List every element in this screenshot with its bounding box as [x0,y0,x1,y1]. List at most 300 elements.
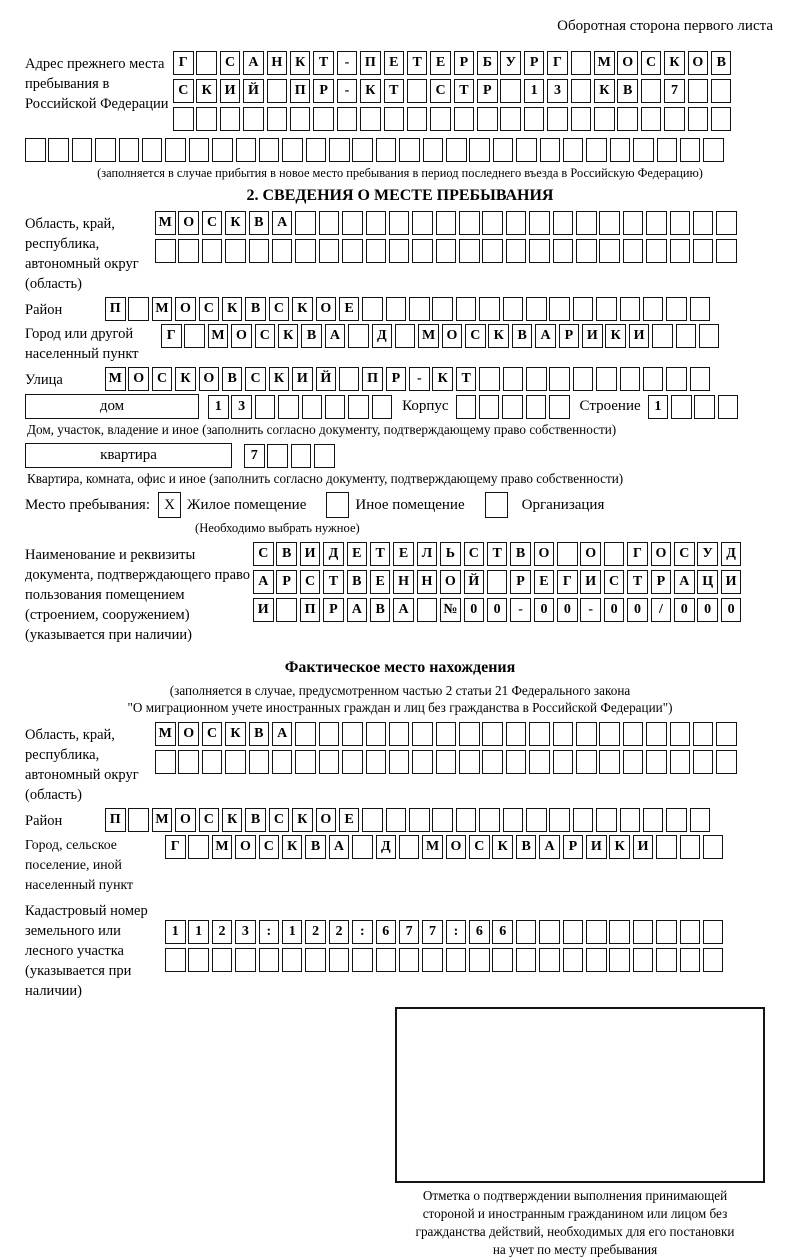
char-cell[interactable] [716,722,737,746]
char-cell[interactable]: С [202,722,223,746]
char-cell[interactable] [302,395,323,419]
char-cell[interactable] [549,395,570,419]
char-cell[interactable] [255,395,276,419]
char-cell[interactable] [549,808,570,832]
char-cell[interactable] [432,297,453,321]
char-cell[interactable] [680,920,701,944]
char-cell[interactable] [563,948,584,972]
char-cell[interactable]: Е [534,570,555,594]
char-cell[interactable] [276,598,297,622]
char-cell[interactable]: С [674,542,695,566]
char-cell[interactable] [596,297,617,321]
char-cell[interactable]: Т [407,51,428,75]
char-cell[interactable]: В [222,367,243,391]
char-grid-row[interactable] [253,598,744,622]
char-cell[interactable]: В [249,211,270,235]
char-cell[interactable] [500,79,521,103]
char-cell[interactable] [479,367,500,391]
char-cell[interactable] [643,297,664,321]
char-cell[interactable] [617,107,638,131]
apartment-number-grid[interactable] [244,444,338,468]
char-cell[interactable]: В [370,598,391,622]
char-cell[interactable] [526,808,547,832]
char-cell[interactable]: К [488,324,509,348]
char-cell[interactable]: Н [417,570,438,594]
char-cell[interactable] [656,920,677,944]
char-cell[interactable]: П [105,297,126,321]
char-cell[interactable] [526,395,547,419]
korpus-grid[interactable] [456,395,573,419]
char-cell[interactable] [703,920,724,944]
char-cell[interactable] [539,948,560,972]
char-cell[interactable] [295,239,316,263]
char-cell[interactable]: У [697,542,718,566]
char-cell[interactable]: П [362,367,383,391]
char-cell[interactable]: О [316,808,337,832]
char-cell[interactable]: С [604,570,625,594]
char-cell[interactable] [423,138,444,162]
char-cell[interactable] [620,367,641,391]
char-cell[interactable]: Г [165,835,186,859]
char-cell[interactable] [703,948,724,972]
char-cell[interactable]: К [282,835,303,859]
char-cell[interactable] [386,808,407,832]
char-cell[interactable] [306,138,327,162]
char-cell[interactable] [389,239,410,263]
char-cell[interactable]: С [255,324,276,348]
char-cell[interactable]: Р [276,570,297,594]
char-cell[interactable]: П [105,808,126,832]
char-cell[interactable]: Т [370,542,391,566]
char-cell[interactable] [699,324,720,348]
char-cell[interactable] [409,297,430,321]
char-cell[interactable] [694,395,715,419]
char-cell[interactable] [599,722,620,746]
char-cell[interactable]: М [422,835,443,859]
char-cell[interactable]: С [152,367,173,391]
char-cell[interactable] [576,722,597,746]
char-cell[interactable]: 0 [487,598,508,622]
char-cell[interactable]: Т [456,367,477,391]
char-cell[interactable] [360,107,381,131]
char-cell[interactable]: Й [243,79,264,103]
char-cell[interactable] [571,79,592,103]
char-cell[interactable] [604,542,625,566]
char-cell[interactable]: А [272,211,293,235]
char-grid-row[interactable] [105,808,713,832]
char-cell[interactable]: А [272,722,293,746]
char-cell[interactable] [417,598,438,622]
char-cell[interactable] [188,835,209,859]
char-cell[interactable]: С [199,808,220,832]
char-cell[interactable]: М [152,297,173,321]
char-cell[interactable] [291,444,312,468]
char-cell[interactable] [319,750,340,774]
char-cell[interactable]: К [269,367,290,391]
char-cell[interactable]: С [245,367,266,391]
char-grid-row[interactable] [253,570,744,594]
char-cell[interactable]: В [510,542,531,566]
char-cell[interactable]: Р [524,51,545,75]
char-cell[interactable]: 0 [604,598,625,622]
char-cell[interactable]: : [259,920,280,944]
char-grid-row[interactable] [173,79,734,103]
char-cell[interactable]: О [442,324,463,348]
char-cell[interactable]: И [582,324,603,348]
char-cell[interactable] [479,395,500,419]
char-cell[interactable] [670,211,691,235]
char-cell[interactable]: С [269,808,290,832]
char-cell[interactable] [329,948,350,972]
char-cell[interactable]: С [300,570,321,594]
char-cell[interactable] [487,570,508,594]
char-cell[interactable]: М [152,808,173,832]
char-cell[interactable] [178,239,199,263]
char-cell[interactable]: С [430,79,451,103]
checkbox-residential[interactable]: X [158,492,181,518]
char-grid-row[interactable] [155,722,740,746]
char-cell[interactable] [609,948,630,972]
char-cell[interactable]: Й [316,367,337,391]
char-cell[interactable] [329,138,350,162]
char-cell[interactable] [599,211,620,235]
char-cell[interactable] [596,367,617,391]
char-cell[interactable]: М [155,211,176,235]
char-cell[interactable] [646,722,667,746]
char-grid-row[interactable] [165,948,726,972]
char-cell[interactable] [620,297,641,321]
char-cell[interactable] [456,297,477,321]
char-cell[interactable] [479,808,500,832]
char-cell[interactable] [249,750,270,774]
char-cell[interactable]: 1 [524,79,545,103]
char-cell[interactable]: А [393,598,414,622]
char-cell[interactable] [516,948,537,972]
char-cell[interactable]: И [220,79,241,103]
char-grid-row[interactable] [173,51,734,75]
char-cell[interactable] [516,138,537,162]
char-cell[interactable] [305,948,326,972]
char-cell[interactable] [553,722,574,746]
char-cell[interactable]: 1 [208,395,229,419]
char-cell[interactable]: 0 [721,598,742,622]
char-cell[interactable] [337,107,358,131]
char-cell[interactable] [407,107,428,131]
char-cell[interactable] [225,239,246,263]
char-cell[interactable]: М [208,324,229,348]
char-cell[interactable] [539,920,560,944]
char-cell[interactable]: Д [372,324,393,348]
char-cell[interactable] [469,948,490,972]
char-cell[interactable] [189,138,210,162]
char-cell[interactable] [633,920,654,944]
char-cell[interactable] [690,367,711,391]
char-cell[interactable] [703,138,724,162]
char-cell[interactable] [633,948,654,972]
char-cell[interactable]: Р [313,79,334,103]
char-cell[interactable] [623,211,644,235]
char-cell[interactable] [295,211,316,235]
char-cell[interactable] [459,211,480,235]
char-cell[interactable] [529,722,550,746]
char-cell[interactable] [656,835,677,859]
char-cell[interactable]: О [175,297,196,321]
char-cell[interactable] [516,920,537,944]
char-cell[interactable] [482,239,503,263]
char-cell[interactable]: У [500,51,521,75]
char-cell[interactable] [352,835,373,859]
char-cell[interactable]: Р [559,324,580,348]
char-cell[interactable]: Е [347,542,368,566]
char-cell[interactable]: - [337,79,358,103]
char-cell[interactable]: Р [510,570,531,594]
char-cell[interactable] [348,324,369,348]
char-cell[interactable] [586,948,607,972]
char-cell[interactable] [272,239,293,263]
char-cell[interactable] [703,835,724,859]
char-cell[interactable]: 0 [627,598,648,622]
char-cell[interactable]: 1 [165,920,186,944]
char-cell[interactable]: О [175,808,196,832]
char-cell[interactable] [711,79,732,103]
char-cell[interactable] [573,808,594,832]
char-cell[interactable] [128,808,149,832]
char-cell[interactable]: К [225,722,246,746]
char-cell[interactable]: 6 [469,920,490,944]
char-cell[interactable]: К [360,79,381,103]
char-cell[interactable] [586,138,607,162]
char-cell[interactable] [529,750,550,774]
char-cell[interactable]: С [259,835,280,859]
char-cell[interactable] [643,808,664,832]
char-cell[interactable] [119,138,140,162]
char-cell[interactable] [549,297,570,321]
char-cell[interactable]: С [269,297,290,321]
char-cell[interactable] [342,211,363,235]
char-cell[interactable]: - [510,598,531,622]
char-cell[interactable]: 1 [282,920,303,944]
char-cell[interactable] [422,948,443,972]
char-cell[interactable] [399,835,420,859]
char-cell[interactable] [493,138,514,162]
char-cell[interactable]: 2 [212,920,233,944]
char-cell[interactable] [641,107,662,131]
char-cell[interactable] [259,948,280,972]
char-cell[interactable]: С [173,79,194,103]
char-cell[interactable]: 1 [188,920,209,944]
char-cell[interactable]: Ь [440,542,461,566]
char-cell[interactable] [506,211,527,235]
char-cell[interactable]: А [535,324,556,348]
char-cell[interactable] [267,107,288,131]
apartment-type-box[interactable]: квартира [25,443,232,468]
char-cell[interactable]: 6 [492,920,513,944]
char-cell[interactable] [506,722,527,746]
char-cell[interactable] [372,395,393,419]
char-cell[interactable] [576,750,597,774]
char-cell[interactable]: О [316,297,337,321]
char-cell[interactable] [492,948,513,972]
char-cell[interactable] [623,722,644,746]
char-cell[interactable]: - [409,367,430,391]
char-cell[interactable] [155,750,176,774]
char-cell[interactable] [680,138,701,162]
char-cell[interactable]: М [155,722,176,746]
char-cell[interactable] [386,297,407,321]
char-cell[interactable] [680,948,701,972]
char-cell[interactable] [482,211,503,235]
char-cell[interactable] [459,722,480,746]
char-cell[interactable] [212,138,233,162]
char-cell[interactable]: В [276,542,297,566]
char-cell[interactable]: С [199,297,220,321]
char-cell[interactable] [267,444,288,468]
char-cell[interactable] [716,211,737,235]
char-cell[interactable] [384,107,405,131]
char-cell[interactable]: : [352,920,373,944]
char-cell[interactable]: А [253,570,274,594]
char-cell[interactable] [95,138,116,162]
char-cell[interactable] [352,948,373,972]
char-cell[interactable] [212,948,233,972]
char-cell[interactable] [670,722,691,746]
char-cell[interactable] [690,297,711,321]
char-cell[interactable]: И [629,324,650,348]
char-cell[interactable] [272,750,293,774]
char-cell[interactable]: А [325,324,346,348]
char-cell[interactable]: И [586,835,607,859]
char-cell[interactable]: О [235,835,256,859]
char-grid-row[interactable] [155,211,740,235]
char-cell[interactable] [599,239,620,263]
char-cell[interactable]: Н [267,51,288,75]
char-cell[interactable]: Д [721,542,742,566]
stamp-box[interactable] [395,1007,765,1183]
char-cell[interactable] [128,297,149,321]
char-cell[interactable] [236,138,257,162]
char-cell[interactable] [671,395,692,419]
char-cell[interactable]: П [290,79,311,103]
char-cell[interactable] [576,239,597,263]
char-cell[interactable] [295,722,316,746]
char-cell[interactable]: В [347,570,368,594]
char-cell[interactable] [342,722,363,746]
char-cell[interactable] [267,79,288,103]
char-cell[interactable]: С [253,542,274,566]
char-cell[interactable] [623,750,644,774]
char-cell[interactable] [688,79,709,103]
char-cell[interactable]: О [199,367,220,391]
char-cell[interactable]: И [721,570,742,594]
char-cell[interactable]: О [128,367,149,391]
char-cell[interactable]: Т [313,51,334,75]
char-cell[interactable] [142,138,163,162]
char-cell[interactable] [573,297,594,321]
char-cell[interactable]: Е [430,51,451,75]
char-cell[interactable]: К [594,79,615,103]
char-cell[interactable]: В [617,79,638,103]
char-cell[interactable] [664,107,685,131]
char-cell[interactable]: И [633,835,654,859]
char-cell[interactable] [409,808,430,832]
char-cell[interactable] [596,808,617,832]
char-cell[interactable] [436,211,457,235]
char-cell[interactable]: М [418,324,439,348]
char-cell[interactable] [430,107,451,131]
char-cell[interactable]: Г [161,324,182,348]
char-cell[interactable]: В [305,835,326,859]
char-cell[interactable]: К [278,324,299,348]
char-grid-row[interactable] [165,835,726,859]
char-cell[interactable] [620,808,641,832]
char-cell[interactable] [319,211,340,235]
char-cell[interactable] [352,138,373,162]
char-cell[interactable] [339,367,360,391]
char-cell[interactable]: К [290,51,311,75]
char-cell[interactable] [366,239,387,263]
char-cell[interactable] [652,324,673,348]
char-cell[interactable]: 0 [674,598,695,622]
char-cell[interactable]: К [196,79,217,103]
char-cell[interactable]: С [465,324,486,348]
char-cell[interactable] [366,750,387,774]
char-cell[interactable] [202,750,223,774]
char-cell[interactable] [693,750,714,774]
char-cell[interactable]: Д [323,542,344,566]
char-cell[interactable]: 0 [697,598,718,622]
char-cell[interactable] [670,239,691,263]
char-cell[interactable] [557,542,578,566]
char-cell[interactable] [342,750,363,774]
char-cell[interactable]: 0 [534,598,555,622]
char-cell[interactable]: Р [323,598,344,622]
char-cell[interactable] [503,297,524,321]
char-cell[interactable] [586,920,607,944]
char-cell[interactable]: 2 [329,920,350,944]
char-cell[interactable]: Т [487,542,508,566]
char-cell[interactable] [657,138,678,162]
char-cell[interactable]: С [220,51,241,75]
char-cell[interactable]: Г [627,542,648,566]
char-cell[interactable] [526,367,547,391]
char-cell[interactable] [469,138,490,162]
char-cell[interactable] [716,239,737,263]
char-cell[interactable] [693,722,714,746]
char-grid-row[interactable] [155,239,740,263]
prev-address-overflow-row[interactable] [25,138,775,162]
char-cell[interactable] [693,211,714,235]
char-cell[interactable] [389,750,410,774]
char-cell[interactable] [599,750,620,774]
char-cell[interactable] [376,138,397,162]
char-cell[interactable] [282,138,303,162]
char-cell[interactable]: Р [454,51,475,75]
char-cell[interactable]: С [464,542,485,566]
char-cell[interactable] [407,79,428,103]
char-cell[interactable] [196,107,217,131]
char-cell[interactable] [412,211,433,235]
char-cell[interactable] [529,211,550,235]
char-cell[interactable]: К [664,51,685,75]
char-cell[interactable] [609,920,630,944]
char-cell[interactable]: О [688,51,709,75]
char-cell[interactable]: Е [339,808,360,832]
char-cell[interactable]: В [512,324,533,348]
char-cell[interactable]: А [243,51,264,75]
char-cell[interactable]: О [446,835,467,859]
char-cell[interactable] [235,948,256,972]
char-cell[interactable] [362,808,383,832]
